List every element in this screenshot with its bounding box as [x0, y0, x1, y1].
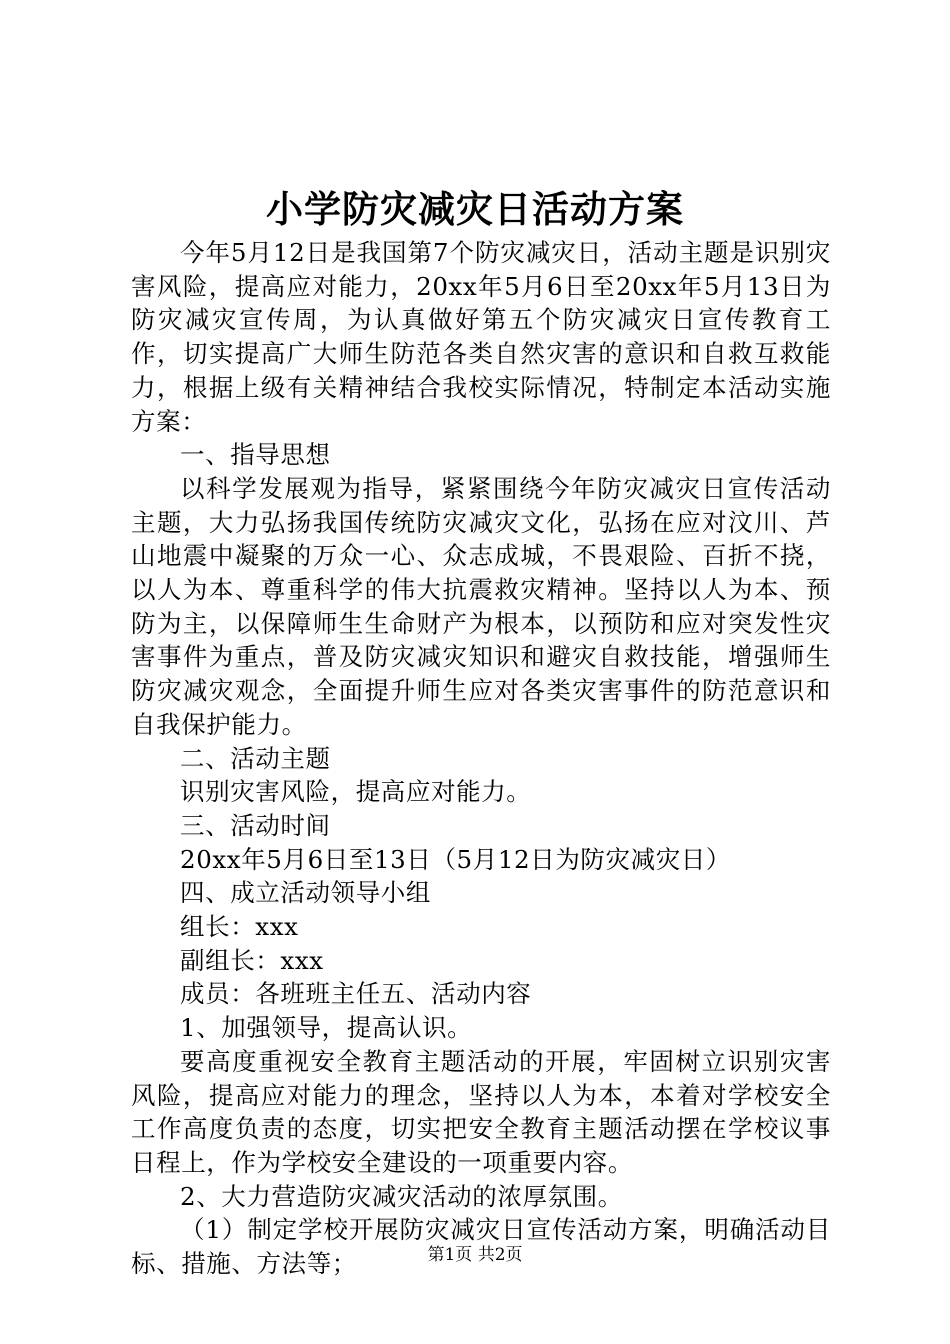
- heading-create-atmosphere: 2、大力营造防灾减灾活动的浓厚氛围。: [180, 1181, 623, 1211]
- heading-strengthen-leadership: 1、加强领导，提高认识。: [180, 1013, 473, 1043]
- page-footer: 第1页 共2页: [427, 1245, 523, 1265]
- heading-leadership-group: 四、成立活动领导小组: [180, 878, 431, 908]
- document-body: [131, 236, 831, 1281]
- paragraph-guiding-ideology: 以科学发展观为指导，紧紧围绕今年防灾减灾日宣传活动主题，大力弘扬我国传统防灾减灾文化，弘扬在应对汶川、芦山地震中凝聚的万众一心、众志成城，不畏艰险、百折不挠，以人为本、尊重科学的伟大抗震救灾精神。坚持以人为本、预防为主，以保障师生生命财产为根本，以预防和应对突发性灾害事件为重点，普及防灾减灾知识和避灾自救技能，增强师生防灾减灾观念，全面提升师生应对各类灾害事件的防范意识和自我保护能力。: [131, 473, 831, 739]
- paragraph-activity-time: 20xx年5月6日至13日（5月12日为防灾减灾日）: [180, 844, 732, 874]
- heading-activity-time: 三、活动时间: [180, 810, 331, 840]
- paragraph-activity-theme: 识别灾害风险，提高应对能力。: [180, 777, 532, 807]
- paragraph-deputy-leader: 副组长：xxx: [180, 945, 324, 975]
- paragraph-group-leader: 组长：xxx: [180, 912, 299, 942]
- heading-guiding-ideology: 一、指导思想: [180, 440, 331, 470]
- paragraph-members: 成员：各班班主任五、活动内容: [180, 979, 532, 1009]
- paragraph-intro: 今年5月12日是我国第7个防灾减灾日，活动主题是识别灾害风险，提高应对能力，20xx年5月6日至20xx年5月13日为防灾减灾宣传周，为认真做好第五个防灾减灾日宣传教育工作，切实提高广大师生防范各类自然灾害的意识和自救互救能力，根据上级有关精神结合我校实际情况，特制定本活动实施方案：: [131, 238, 831, 436]
- heading-activity-theme: 二、活动主题: [180, 743, 331, 773]
- document-title: 小学防灾减灾日活动方案: [266, 187, 684, 231]
- paragraph-strengthen-leadership: 要高度重视安全教育主题活动的开展，牢固树立识别灾害风险，提高应对能力的理念，坚持以人为本，本着对学校安全工作高度负责的态度，切实把安全教育主题活动摆在学校议事日程上，作为学校安全建设的一项重要内容。: [131, 1046, 831, 1177]
- paragraph-plan-item-1: （1）制定学校开展防灾减灾日宣传活动方案，明确活动目标、措施、方法等；: [131, 1215, 831, 1279]
